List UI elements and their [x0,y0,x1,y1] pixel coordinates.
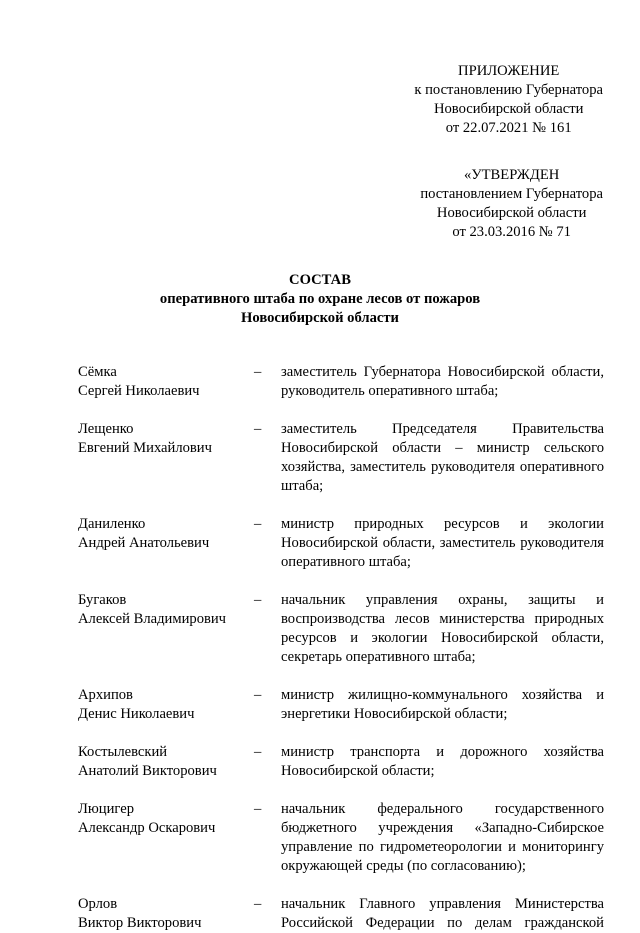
member-given-name: Евгений Михайлович [78,440,212,456]
member-surname: Люцигер [78,801,134,817]
member-role: министр транспорта и дорожного хозяйства Новосибирской области; [281,744,604,779]
member-role: министр природных ресурсов и экологии Новосибирской области, заместитель руководителя оперативного штаба; [281,516,604,570]
dash-separator: – [254,421,262,437]
member-role: начальник федерального государственного бюджетного учреждения «Западно-Сибирское управление по гидрометеорологии и мониторингу окружающей среды (по согласованию); [281,801,604,874]
approved-stamp [420,166,603,242]
member-surname: Лещенко [78,421,134,437]
member-surname: Костылевский [78,744,168,760]
dash-separator: – [254,364,262,380]
member-surname: Орлов [78,896,118,912]
member-surname: Сёмка [78,364,117,380]
dash-separator: – [254,516,262,532]
member-given-name: Алексей Владимирович [78,611,227,627]
stamp-line: к постановлению Губернатора [414,82,603,98]
member-row [78,591,604,667]
member-row [78,420,604,496]
dash-separator: – [254,896,262,912]
member-row [78,743,604,781]
member-name [78,363,254,401]
stamp-line: «УТВЕРЖДЕН [464,167,560,183]
member-given-name: Сергей Николаевич [78,383,200,399]
stamp-line: от 22.07.2021 № 161 [445,120,572,136]
stamp-line: Новосибирской области [436,205,587,221]
member-row [78,800,604,876]
member-name [78,686,254,724]
member-row [78,515,604,572]
member-name [78,800,254,876]
member-given-name: Виктор Викторович [78,915,202,931]
member-name [78,743,254,781]
dash-separator: – [254,687,262,703]
member-name [78,591,254,667]
member-role: начальник Главного управления Министерства Российской Федерации по делам гражданской [281,896,604,931]
member-given-name: Андрей Анатольевич [78,535,210,551]
member-surname: Архипов [78,687,133,703]
member-row [78,686,604,724]
stamp-line: постановлением Губернатора [420,186,603,202]
member-given-name: Денис Николаевич [78,706,195,722]
member-role: заместитель Губернатора Новосибирской области, руководитель оперативного штаба; [281,364,604,399]
member-name [78,895,254,933]
member-name [78,420,254,496]
member-row [78,363,604,401]
title-heading: СОСТАВ [289,272,351,288]
member-name [78,515,254,572]
appendix-stamp [414,62,603,138]
members-list [78,363,604,933]
dash-separator: – [254,592,262,608]
title-line: оперативного штаба по охране лесов от пожаров [159,291,481,307]
stamp-line: от 23.03.2016 № 71 [452,224,571,240]
document-title [0,271,640,328]
dash-separator: – [254,744,262,760]
stamp-line: ПРИЛОЖЕНИЕ [458,63,560,79]
member-given-name: Анатолий Викторович [78,763,217,779]
member-surname: Даниленко [78,516,146,532]
dash-separator: – [254,801,262,817]
member-role: министр жилищно-коммунального хозяйства и энергетики Новосибирской области; [281,687,604,722]
stamp-line: Новосибирской области [433,101,584,117]
member-given-name: Александр Оскарович [78,820,216,836]
member-role: заместитель Председателя Правительства Новосибирской области – министр сельского хозяйства, заместитель руководителя оперативного штаба; [281,421,604,494]
member-role: начальник управления охраны, защиты и воспроизводства лесов министерства природных ресурсов и экологии Новосибирской области, секретарь оперативного штаба; [281,592,604,665]
member-surname: Бугаков [78,592,127,608]
title-line: Новосибирской области [241,310,399,326]
member-row [78,895,604,933]
